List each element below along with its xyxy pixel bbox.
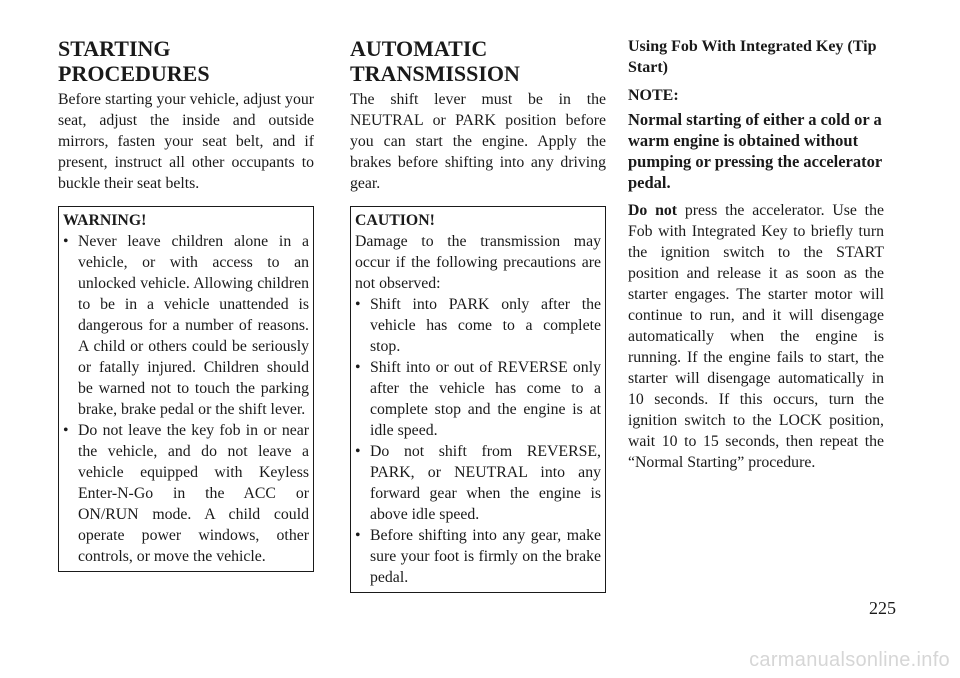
do-not-emphasis: Do not bbox=[628, 202, 678, 219]
caution-item: • Shift into or out of REVERSE only after the vehicle has come to a complete stop and the engine is at idle speed. bbox=[355, 357, 601, 441]
caution-lead: Damage to the transmission may occur if the following precautions are not observed: bbox=[355, 233, 601, 292]
caution-box bbox=[350, 206, 606, 593]
column-tip-start bbox=[628, 36, 884, 473]
subsection-heading-tip-start: Using Fob With Integrated Key (Tip Start) bbox=[628, 38, 877, 76]
tip-start-body: press the accelerator. Use the Fob with Integrated Key to briefly turn the ignition switch to the START position and release it as soon as the starter engages. The starter motor will continue to run, and it will disengage automatically when the engine is running. If the engine fails to start, the starter will disengage automatically in 10 seconds. If this occurs, turn the ignition switch to the LOCK position, wait 10 to 15 seconds, then repeat the “Normal Starting” procedure. bbox=[628, 202, 884, 471]
caution-item: • Do not shift from REVERSE, PARK, or NEUTRAL into any forward gear when the engine is above idle speed. bbox=[355, 441, 601, 525]
caution-title: CAUTION! bbox=[355, 212, 435, 229]
warning-title: WARNING! bbox=[63, 212, 147, 229]
caution-item: • Shift into PARK only after the vehicle has come to a complete stop. bbox=[355, 294, 601, 357]
note-label: NOTE: bbox=[628, 87, 679, 104]
starting-intro-paragraph: Before starting your vehicle, adjust your seat, adjust the inside and outside mirrors, fasten your seat belt, and if present, instruct all other occupants to buckle their seat belts. bbox=[58, 91, 314, 192]
tip-start-paragraph bbox=[628, 200, 884, 473]
warning-item: • Do not leave the key fob in or near the vehicle, and do not leave a vehicle equipped with Keyless Enter-N-Go in the ACC or ON/RUN mode. A child could operate power windows, other controls, or move the vehicle. bbox=[63, 420, 309, 567]
caution-list bbox=[355, 294, 601, 588]
column-starting-procedures bbox=[58, 36, 314, 572]
warning-box bbox=[58, 206, 314, 572]
column-automatic-transmission bbox=[350, 36, 606, 593]
transmission-intro-paragraph: The shift lever must be in the NEUTRAL or PARK position before you can start the engine. Apply the brakes before shifting into any driving gear. bbox=[350, 91, 606, 192]
warning-item: • Never leave children alone in a vehicle, or with access to an unlocked vehicle. Allowing children to be in a vehicle unattended is dangerous for a number of reasons. A child or others could be seriously or fatally injured. Children should be warned not to touch the parking brake, brake pedal or the shift lever. bbox=[63, 231, 309, 420]
page-number: 225 bbox=[869, 598, 896, 618]
section-heading-automatic-transmission: AUTOMATIC TRANSMISSION bbox=[350, 36, 520, 86]
warning-list bbox=[63, 231, 309, 567]
note-text: Normal starting of either a cold or a warm engine is obtained without pumping or pressing the accelerator pedal. bbox=[628, 110, 882, 192]
section-heading-starting-procedures: STARTING PROCEDURES bbox=[58, 36, 210, 86]
caution-item: • Before shifting into any gear, make sure your foot is firmly on the brake pedal. bbox=[355, 525, 601, 588]
watermark: carmanualsonline.info bbox=[749, 649, 950, 671]
